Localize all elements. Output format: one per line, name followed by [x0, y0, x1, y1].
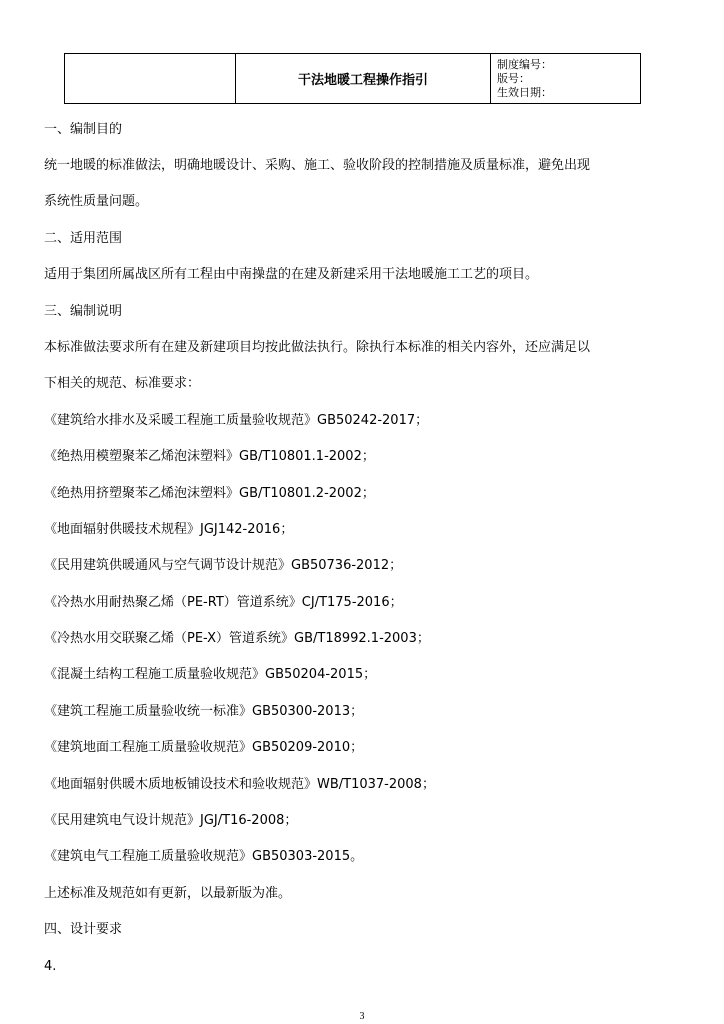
body-paragraph-line: 上述标准及规范如有更新，以最新版为准。	[44, 886, 292, 901]
document-title: 干法地暖工程操作指引	[236, 54, 491, 104]
standard-reference-item: 《民用建筑供暖通风与空气调节设计规范》GB50736-2012；	[44, 558, 403, 573]
standard-reference-item: 《建筑电气工程施工质量验收规范》GB50303-2015。	[44, 849, 364, 864]
standard-reference-item: 《绝热用模塑聚苯乙烯泡沫塑料》GB/T10801.1-2002；	[44, 449, 375, 464]
standard-reference-item: 《混凝土结构工程施工质量验收规范》GB50204-2015；	[44, 667, 377, 682]
section-heading-purpose: 一、编制目的	[44, 122, 123, 137]
standard-reference-item: 《建筑工程施工质量验收统一标准》GB50300-2013；	[44, 704, 364, 719]
section-heading-scope: 二、适用范围	[44, 231, 123, 246]
body-paragraph-line: 统一地暖的标准做法，明确地暖设计、采购、施工、验收阶段的控制措施及质量标准，避免出现	[44, 158, 591, 173]
section-heading-design: 四、设计要求	[44, 922, 123, 937]
document-header-table	[64, 53, 641, 104]
section-heading-explanation: 三、编制说明	[44, 304, 123, 319]
standard-reference-item: 《民用建筑电气设计规范》JGJ/T16-2008；	[44, 813, 298, 828]
body-paragraph-line: 下相关的规范、标准要求：	[44, 376, 201, 391]
body-paragraph-line: 系统性质量问题。	[44, 194, 149, 209]
standard-reference-item: 《地面辐射供暖木质地板铺设技术和验收规范》WB/T1037-2008；	[44, 777, 435, 792]
version-label: 版号：	[497, 71, 530, 85]
standard-reference-item: 《建筑给水排水及采暖工程施工质量验收规范》GB50242-2017；	[44, 413, 429, 428]
standard-reference-item: 《冷热水用交联聚乙烯（PE-X）管道系统》GB/T18992.1-2003；	[44, 631, 430, 646]
header-blank-cell	[65, 54, 236, 104]
effective-date-label: 生效日期：	[497, 85, 552, 99]
page-number: 3	[359, 1011, 365, 1022]
regulation-number-label: 制度编号：	[497, 57, 552, 71]
standard-reference-item: 《地面辐射供暖技术规程》JGJ142-2016；	[44, 522, 294, 537]
document-meta-cell	[491, 54, 641, 104]
standard-reference-item: 《冷热水用耐热聚乙烯（PE-RT）管道系统》CJ/T175-2016；	[44, 595, 403, 610]
body-paragraph-line: 本标准做法要求所有在建及新建项目均按此做法执行。除执行本标准的相关内容外，还应满足以	[44, 340, 591, 355]
body-paragraph-line: 适用于集团所属战区所有工程由中南操盘的在建及新建采用干法地暖施工工艺的项目。	[44, 267, 539, 282]
standard-reference-item: 《建筑地面工程施工质量验收规范》GB50209-2010；	[44, 740, 364, 755]
subsection-number: 4.	[44, 959, 57, 974]
standard-reference-item: 《绝热用挤塑聚苯乙烯泡沫塑料》GB/T10801.2-2002；	[44, 486, 375, 501]
